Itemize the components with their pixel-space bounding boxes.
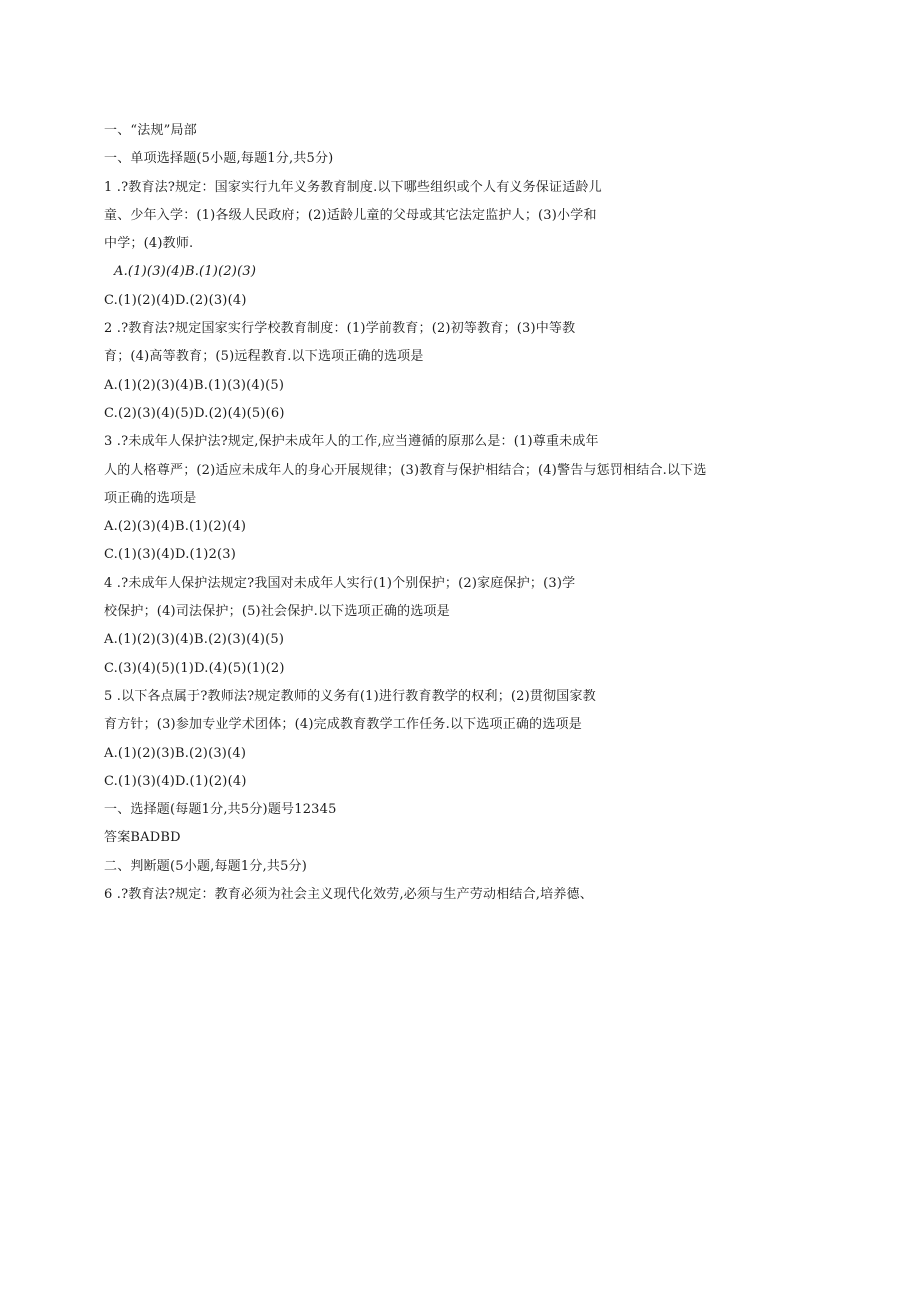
question-4-options-cd: C.(3)(4)(5)(1)D.(4)(5)(1)(2): [104, 660, 285, 676]
question-4-line-2: 校保护；(4)司法保护；(5)社会保护.以下选项正确的选项是: [104, 604, 450, 620]
question-1-line-3: 中学；(4)教师.: [104, 236, 194, 252]
question-4-line-1: 4 .?未成年人保护法规定?我国对未成年人实行(1)个别保护；(2)家庭保护；(3)学: [104, 575, 576, 591]
question-3-line-2: 人的人格尊严；(2)适应未成年人的身心开展规律；(3)教育与保护相结合；(4)警告与惩罚相结合.以下选: [104, 462, 707, 478]
question-2-options-cd: C.(2)(3)(4)(5)D.(2)(4)(5)(6): [104, 405, 285, 421]
question-3-line-1: 3 .?未成年人保护法?规定,保护未成年人的工作,应当遵循的原那么是：(1)尊重未成年: [104, 434, 599, 450]
subsection-heading: 一、单项选择题(5小题,每题1分,共5分): [104, 151, 334, 167]
question-3-line-3: 项正确的选项是: [104, 490, 197, 506]
question-1-options-cd: C.(1)(2)(4)D.(2)(3)(4): [104, 292, 247, 308]
question-5-options-cd: C.(1)(3)(4)D.(1)(2)(4): [104, 773, 247, 789]
judgment-section-heading: 二、判断题(5小题,每题1分,共5分): [104, 858, 308, 874]
question-5-options-ab: A.(1)(2)(3)B.(2)(3)(4): [104, 745, 247, 761]
question-2-line-2: 育；(4)高等教育；(5)远程教育.以下选项正确的选项是: [104, 349, 424, 365]
question-2-line-1: 2 .?教育法?规定国家实行学校教育制度：(1)学前教育；(2)初等教育；(3)中等教: [104, 321, 576, 337]
question-6-line-1: 6 .?教育法?规定：教育必须为社会主义现代化效劳,必须与生产劳动相结合,培养德、: [104, 887, 593, 903]
question-1-line-2: 童、少年入学：(1)各级人民政府；(2)适龄儿童的父母或其它法定监护人；(3)小学和: [104, 207, 597, 223]
question-2-options-ab: A.(1)(2)(3)(4)B.(1)(3)(4)(5): [104, 377, 285, 393]
answer-key-values: 答案BADBD: [104, 830, 181, 846]
question-3-options-cd: C.(1)(3)(4)D.(1)2(3): [104, 547, 237, 563]
question-4-options-ab: A.(1)(2)(3)(4)B.(2)(3)(4)(5): [104, 632, 285, 648]
question-3-options-ab: A.(2)(3)(4)B.(1)(2)(4): [104, 519, 247, 535]
question-1-options-ab: A.(1)(3)(4)B.(1)(2)(3): [114, 264, 257, 280]
answer-key-heading: 一、选择题(每题1分,共5分)题号12345: [104, 802, 337, 818]
question-1-line-1: 1 .?教育法?规定：国家实行九年义务教育制度.以下哪些组织或个人有义务保证适龄儿: [104, 179, 602, 195]
section-heading: 一、“法规”局部: [104, 123, 197, 138]
document-body: [104, 117, 814, 909]
question-5-line-2: 育方针；(3)参加专业学术团体；(4)完成教育教学工作任务.以下选项正确的选项是: [104, 717, 582, 733]
question-5-line-1: 5 .以下各点属于?教师法?规定教师的义务有(1)进行教育教学的权利；(2)贯彻国家教: [104, 688, 596, 704]
